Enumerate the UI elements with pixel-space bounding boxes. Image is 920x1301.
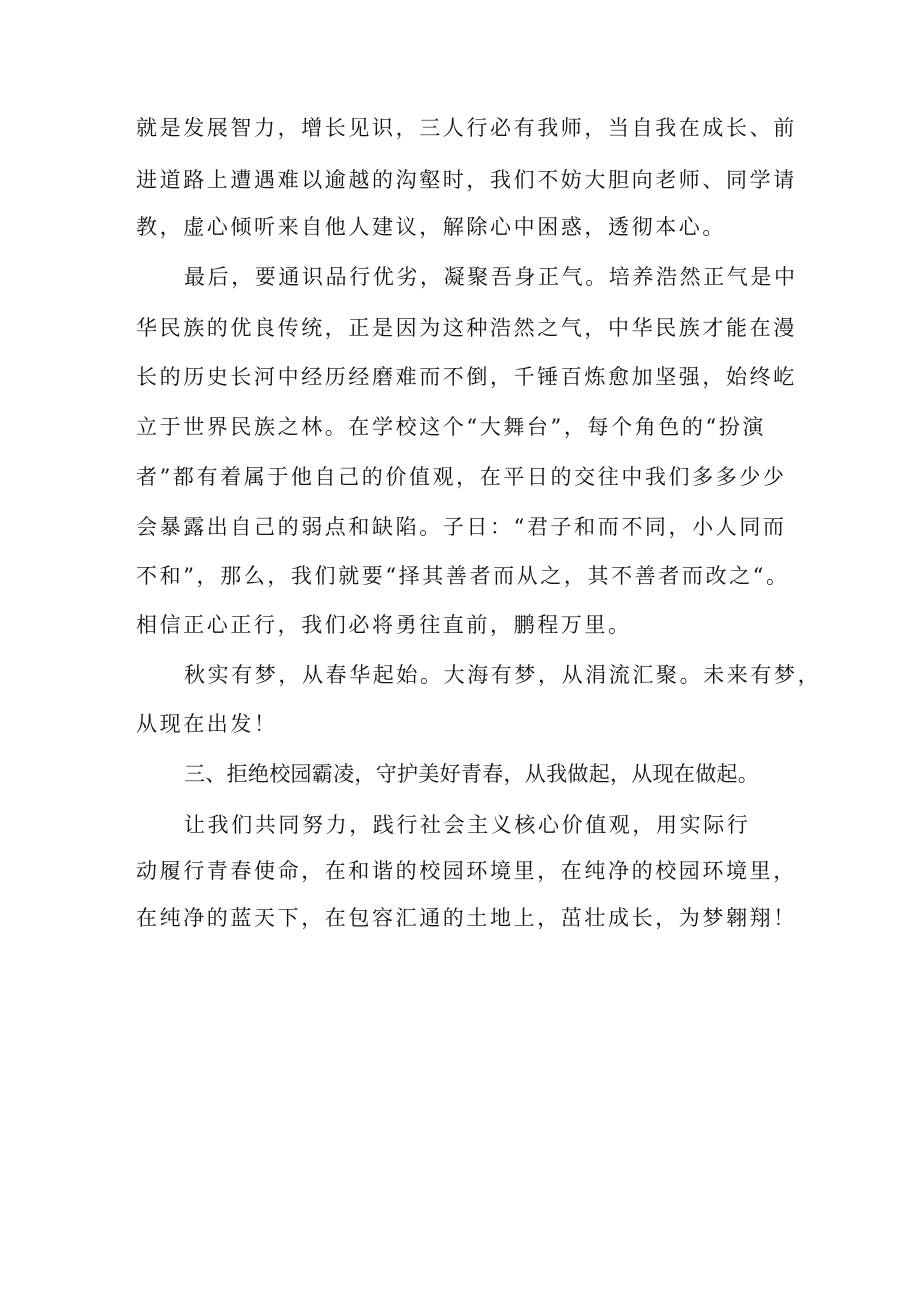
paragraph-1-line-2: 进道路上遭遇难以逾越的沟壑时，我们不妨大胆向老师、同学请	[136, 168, 797, 192]
paragraph-3-line-1: 秋实有梦，从春华起始。大海有梦，从涓流汇聚。未来有梦，	[184, 663, 822, 687]
paragraph-2-line-5: 者”都有着属于他自己的价值观，在平日的交往中我们多多少少	[136, 465, 787, 489]
paragraph-4-line-1: 让我们共同努力，践行社会主义核心价值观，用实际行	[184, 813, 751, 837]
paragraph-4-line-2: 动履行青春使命，在和谐的校园环境里，在纯净的校园环境里，	[136, 859, 797, 883]
paragraph-2-line-8: 相信正心正行，我们必将勇往直前，鹏程万里。	[136, 613, 632, 637]
paragraph-2-line-6: 会暴露出自己的弱点和缺陷。子日：“君子和而不同，小人同而	[136, 515, 787, 539]
paragraph-2-line-2: 华民族的优良传统，正是因为这种浩然之气，中华民族才能在漫	[136, 316, 797, 340]
paragraph-2-line-1: 最后，要通识品行优劣，凝聚吾身正气。培养浩然正气是中	[184, 265, 798, 289]
paragraph-2-line-7: 不和”，那么，我们就要“择其善者而从之，其不善者而改之“。	[136, 564, 790, 588]
paragraph-3-line-2: 从现在出发！	[136, 712, 278, 736]
paragraph-2-line-4: 立于世界民族之林。在学校这个“大舞台”，每个角色的“扮演	[136, 415, 767, 439]
paragraph-2-line-3: 长的历史长河中经历经磨难而不倒，千锤百炼愈加坚强，始终屹	[136, 365, 797, 389]
section-heading: 三、拒绝校园霸凌，守护美好青春，从我做起，从现在做起。	[184, 762, 760, 786]
paragraph-4-line-3: 在纯净的蓝天下，在包容汇通的土地上，茁壮成长，为梦翱翔！	[136, 906, 797, 930]
paragraph-1-line-3: 教，虚心倾听来自他人建议，解除心中困惑，透彻本心。	[136, 215, 726, 239]
paragraph-1-line-1: 就是发展智力，增长见识，三人行必有我师，当自我在成长、前	[136, 116, 797, 140]
